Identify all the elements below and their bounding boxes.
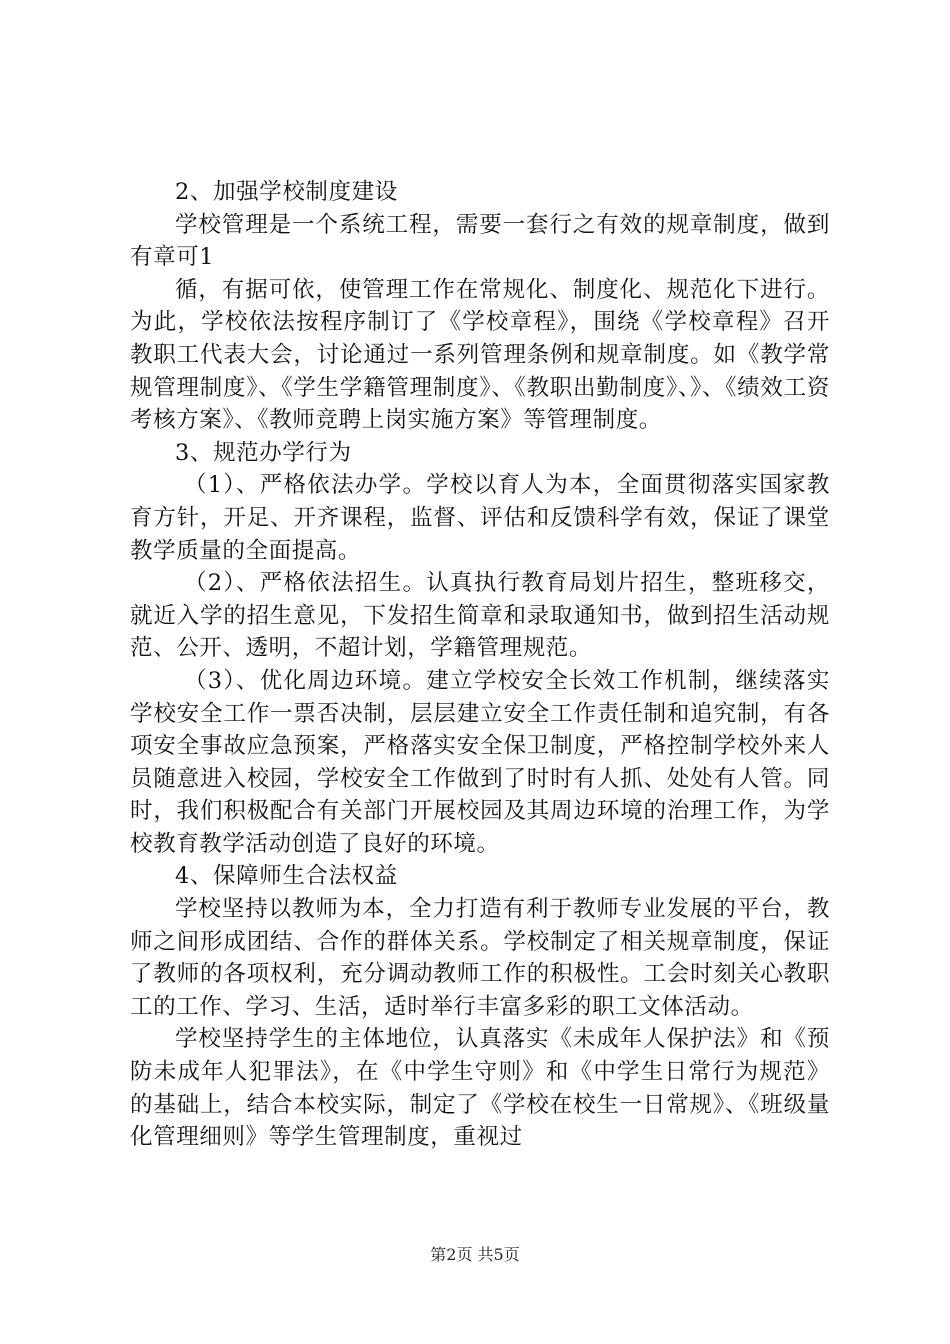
- paragraph: 学校坚持以教师为本，全力打造有利于教师专业发展的平台，教师之间形成团结、合作的群体关系。学校制定了相关规章制度，保证了教师的各项权利，充分调动教师工作的积极性。工会时刻关心教职工的工作、学习、生活，适时举行丰富多彩的职工文体活动。: [130, 896, 830, 1020]
- paragraph: （3）、优化周边环境。建立学校安全长效工作机制，继续落实学校安全工作一票否决制，层层建立安全工作责任制和追究制，有各项安全事故应急预案，严格落实安全保卫制度，严格控制学校外来人员随意进入校园，学校安全工作做到了时时有人抓、处处有人管。同时，我们积极配合有关部门开展校园及其周边环境的治理工作，为学校教育教学活动创造了良好的环境。: [130, 667, 830, 857]
- paragraph: 循，有据可依，使管理工作在常规化、制度化、规范化下进行。为此，学校依法按程序制订了《学校章程》，围绕《学校章程》召开教职工代表大会，讨论通过一系列管理条例和规章制度。如《教学常规管理制度》、《学生学籍管理制度》、《教职出勤制度》、》、《绩效工资考核方案》、《教师竞聘上岗实施方案》等管理制度。: [130, 276, 830, 434]
- section-heading-3: 3、规范办学行为: [175, 439, 352, 466]
- page-number-footer: 第2页 共5页: [430, 1245, 520, 1264]
- paragraph: 学校管理是一个系统工程，需要一套行之有效的规章制度，做到有章可1: [130, 211, 830, 271]
- document-body: [130, 176, 830, 1154]
- paragraph: （1）、严格依法办学。学校以育人为本，全面贯彻落实国家教育方针，开足、开齐课程，监督、评估和反馈科学有效，保证了课堂教学质量的全面提高。: [130, 472, 830, 564]
- section-heading-4: 4、保障师生合法权益: [175, 863, 398, 890]
- paragraph: （2）、严格依法招生。认真执行教育局划片招生，整班移交，就近入学的招生意见，下发招生简章和录取通知书，做到招生活动规范、公开、透明，不超计划，学籍管理规范。: [130, 570, 830, 662]
- section-heading-2: 2、加强学校制度建设: [175, 179, 398, 205]
- paragraph: 学校坚持学生的主体地位，认真落实《未成年人保护法》和《预防未成年人犯罪法》，在《中学生守则》和《中学生日常行为规范》的基础上，结合本校实际，制定了《学校在校生一日常规》、《班级量化管理细则》等学生管理制度，重视过: [130, 1026, 830, 1151]
